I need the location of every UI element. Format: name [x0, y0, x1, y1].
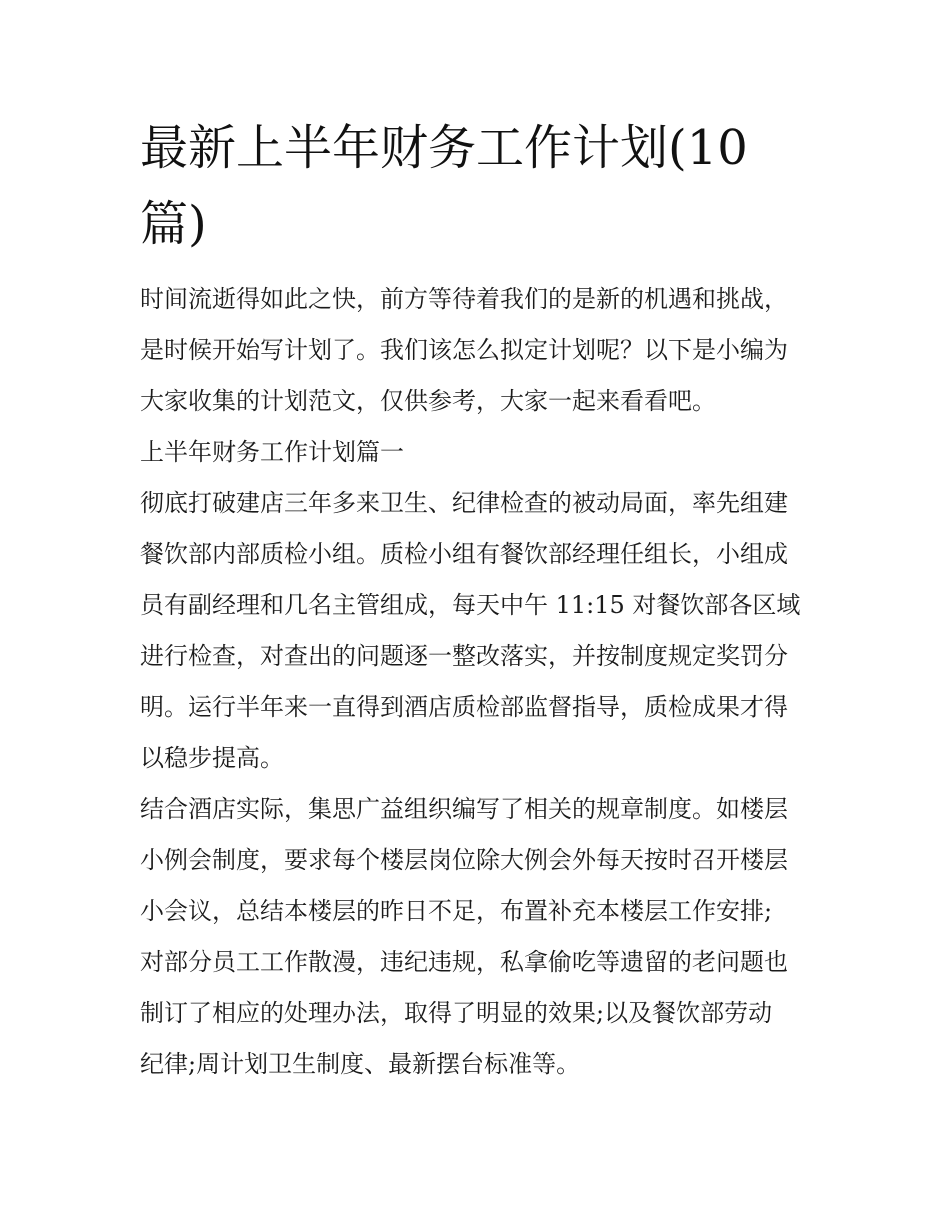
- text-line: 纪律;周计划卫生制度、最新摆台标准等。: [140, 1050, 581, 1078]
- text-line: 员有副经理和几名主管组成，每天中午 11:15 对餐饮部各区域: [140, 591, 801, 619]
- text-line: 结合酒店实际，集思广益组织编写了相关的规章制度。如楼层: [140, 795, 788, 823]
- document-title: [140, 110, 820, 262]
- text-line: 制订了相应的处理办法，取得了明显的效果;以及餐饮部劳动: [140, 999, 773, 1027]
- title-line-1: 最新上半年财务工作计划(10: [140, 120, 748, 176]
- text-line: 明。运行半年来一直得到酒店质检部监督指导，质检成果才得: [140, 693, 788, 721]
- text-line: 是时候开始写计划了。我们该怎么拟定计划呢？以下是小编为: [140, 336, 788, 364]
- text-line: 餐饮部内部质检小组。质检小组有餐饮部经理任组长，小组成: [140, 540, 788, 568]
- text-line: 大家收集的计划范文，仅供参考，大家一起来看看吧。: [140, 387, 716, 415]
- text-line: 对部分员工工作散漫，违纪违规，私拿偷吃等遗留的老问题也: [140, 948, 788, 976]
- document-body: [140, 274, 820, 1090]
- text-line: 小会议，总结本楼层的昨日不足，布置补充本楼层工作安排;: [140, 897, 773, 925]
- text-line: 彻底打破建店三年多来卫生、纪律检查的被动局面，率先组建: [140, 489, 788, 517]
- section-heading: 上半年财务工作计划篇一: [140, 438, 404, 466]
- text-line: 以稳步提高。: [140, 744, 284, 772]
- text-line: 时间流逝得如此之快，前方等待着我们的是新的机遇和挑战，: [140, 285, 788, 313]
- title-line-2: 篇): [140, 196, 207, 252]
- text-line: 小例会制度，要求每个楼层岗位除大例会外每天按时召开楼层: [140, 846, 788, 874]
- text-line: 进行检查，对查出的问题逐一整改落实，并按制度规定奖罚分: [140, 642, 788, 670]
